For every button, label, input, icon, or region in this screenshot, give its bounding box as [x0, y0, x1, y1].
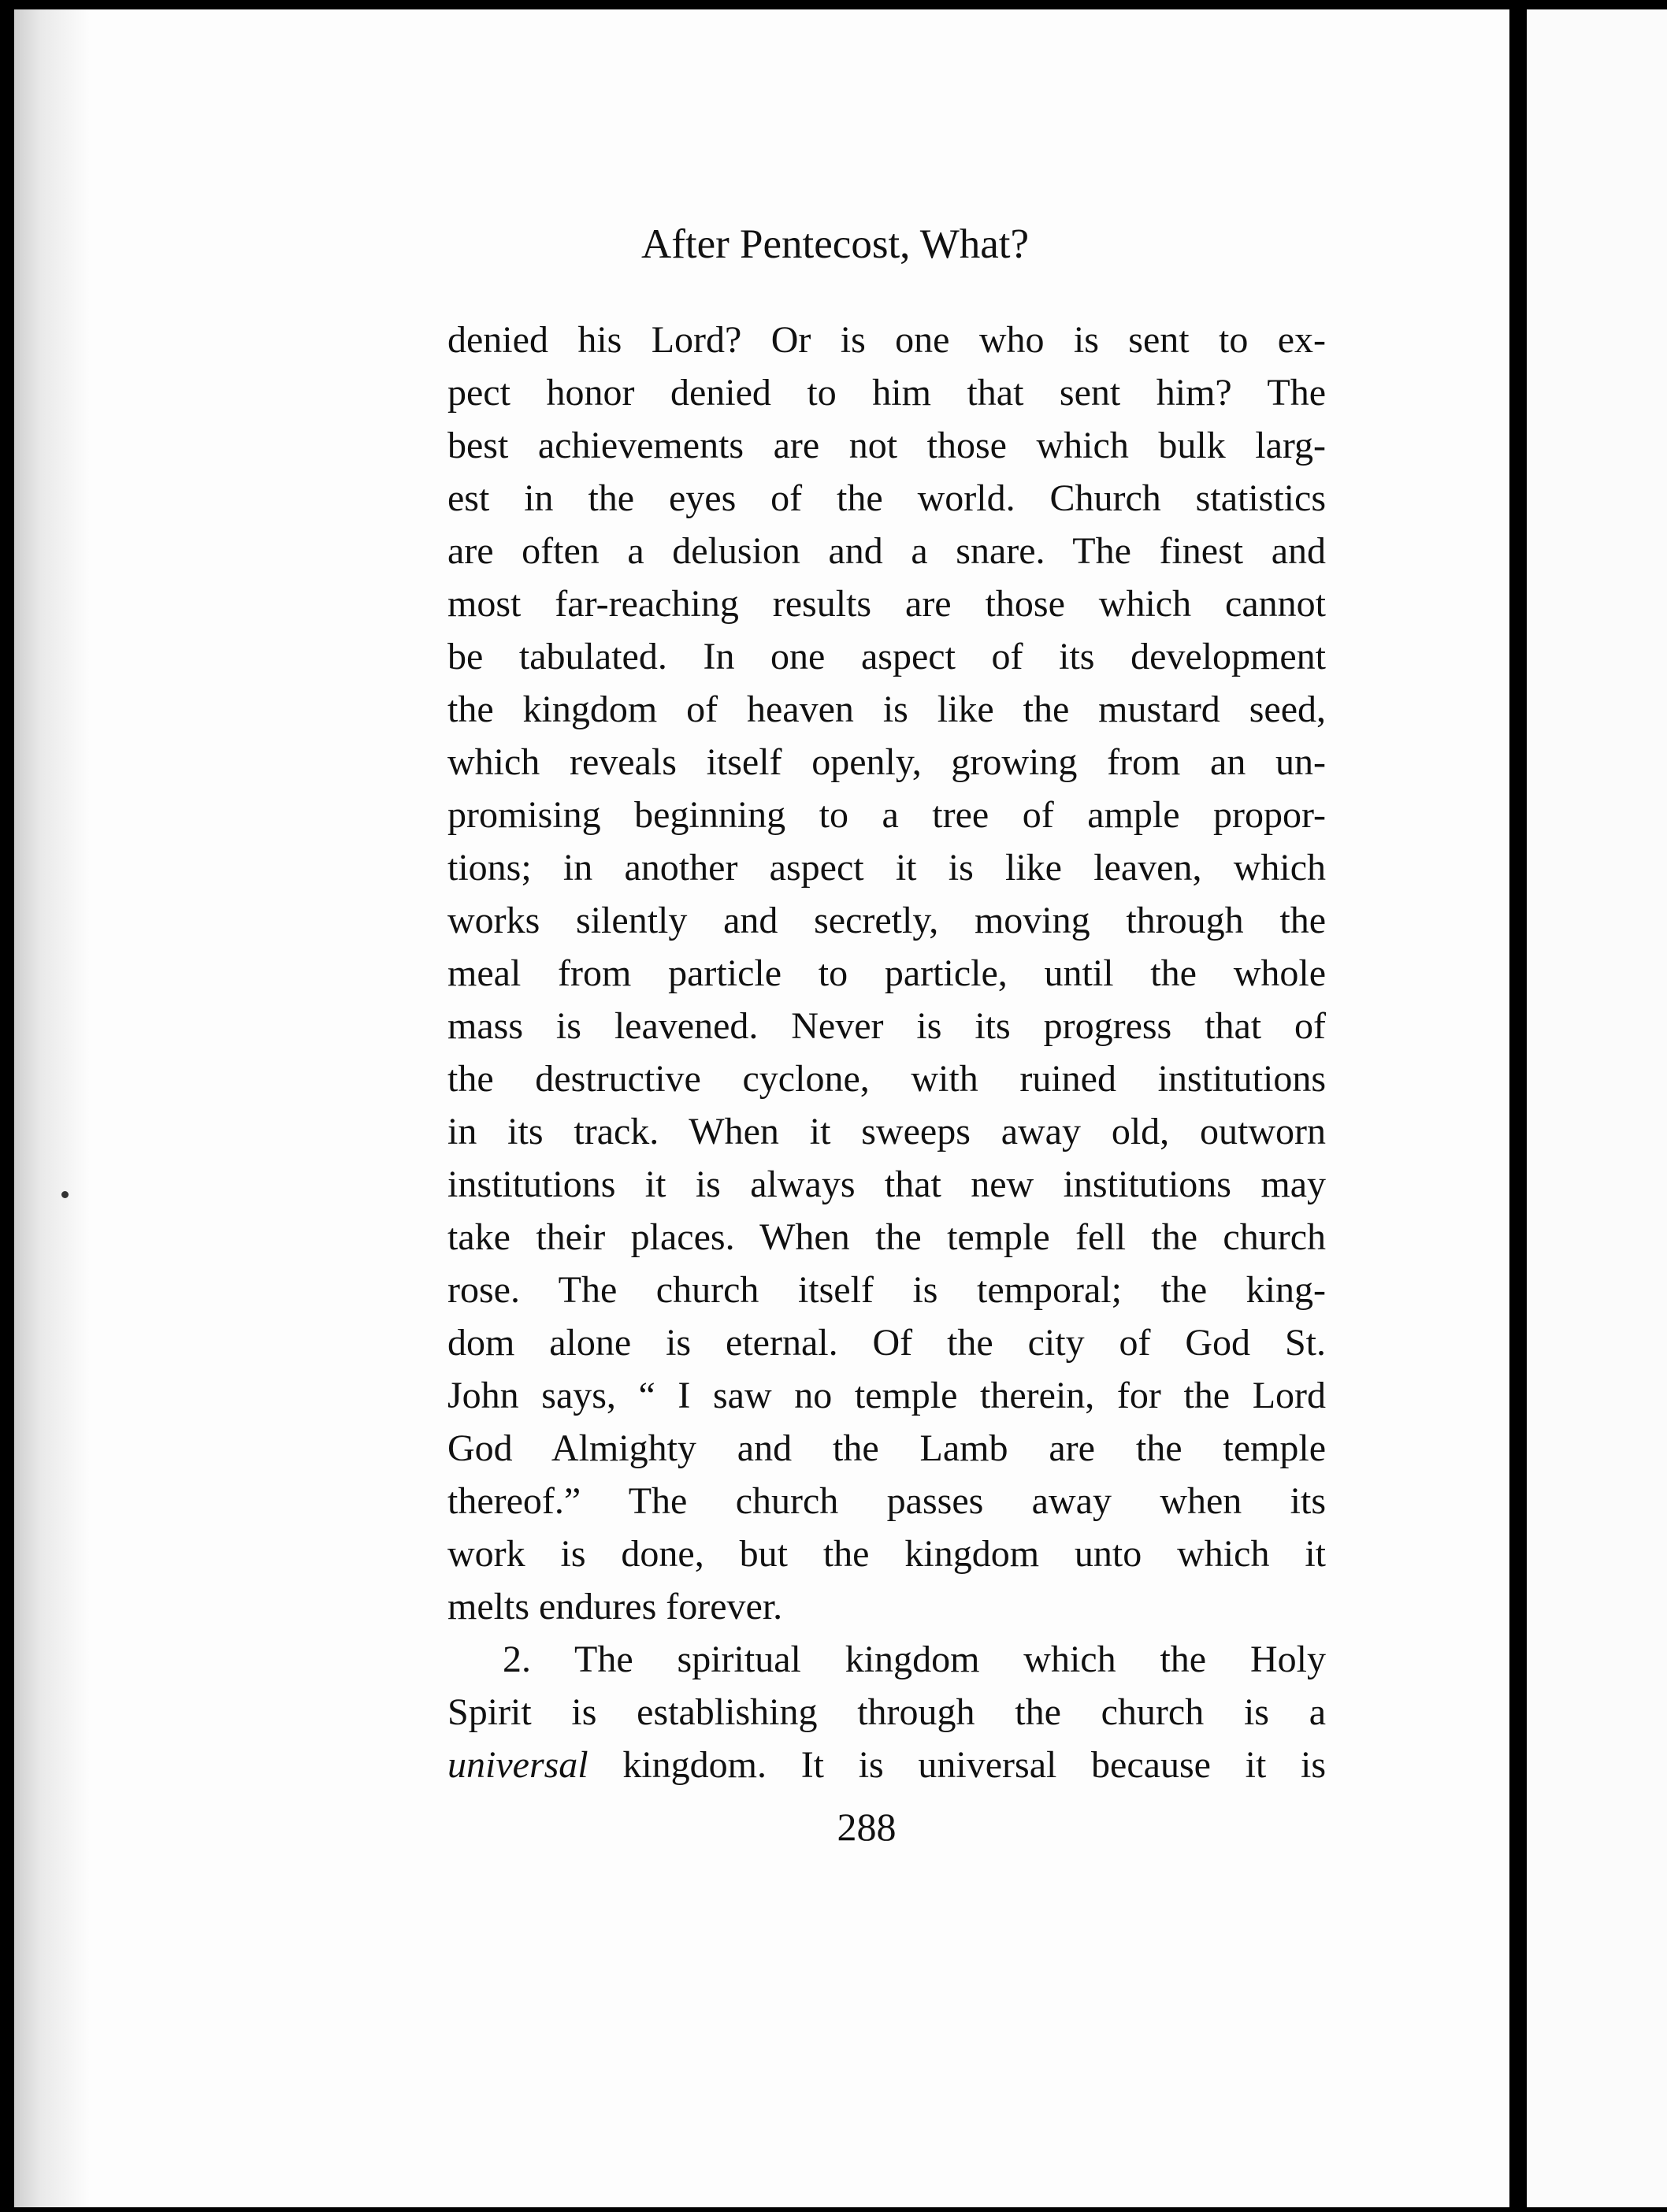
page-gutter-shadow	[14, 9, 90, 2207]
scan-speck	[61, 1191, 69, 1198]
text-line: institutions it is always that new institutions may	[447, 1164, 1326, 1205]
text-line: rose. The church itself is temporal; the king-	[447, 1269, 1326, 1311]
text-line: meal from particle to particle, until the whole	[447, 952, 1326, 994]
text-line: the destructive cyclone, with ruined institutions	[447, 1058, 1326, 1100]
text-line: John says, “ I saw no temple therein, for the Lord	[447, 1375, 1326, 1416]
paragraph-2-line-2: Spirit is establishing through the church is a	[447, 1691, 1326, 1733]
adjacent-page-edge	[1527, 9, 1667, 2207]
text-line: est in the eyes of the world. Church statistics	[447, 477, 1326, 519]
scan-left-border	[0, 0, 14, 2212]
text-line: God Almighty and the Lamb are the temple	[447, 1427, 1326, 1469]
text-line: dom alone is eternal. Of the city of God St.	[447, 1322, 1326, 1364]
paragraph-2-line-3	[447, 1739, 1326, 1791]
paragraph-2-line-1: 2. The spiritual kingdom which the Holy	[503, 1639, 1326, 1680]
text-line: melts endures forever.	[447, 1586, 783, 1627]
text-line: are often a delusion and a snare. The finest and	[447, 530, 1326, 572]
text-line: be tabulated. In one aspect of its development	[447, 636, 1326, 677]
text-line: mass is leavened. Never is its progress that of	[447, 1005, 1326, 1047]
text-line: denied his Lord? Or is one who is sent to ex-	[447, 319, 1326, 361]
text-line: tions; in another aspect it is like leaven, which	[447, 847, 1326, 889]
text-line: which reveals itself openly, growing from an un-	[447, 741, 1326, 783]
page-number: 288	[837, 1805, 897, 1849]
text-line: the kingdom of heaven is like the mustard seed,	[447, 688, 1326, 730]
text-line: promising beginning to a tree of ample propor-	[447, 794, 1326, 836]
text-line: take their places. When the temple fell the church	[447, 1216, 1326, 1258]
text-line: work is done, but the kingdom unto which it	[447, 1533, 1326, 1575]
text-line: pect honor denied to him that sent him? The	[447, 372, 1326, 414]
body-text	[447, 314, 1326, 1791]
text-line: best achievements are not those which bulk larg-	[447, 425, 1326, 466]
line-remainder: kingdom. It is universal because it is	[588, 1744, 1326, 1786]
running-head: After Pentecost, What?	[640, 221, 1030, 267]
text-line: most far-reaching results are those which cannot	[447, 583, 1326, 625]
text-line: thereof.” The church passes away when its	[447, 1480, 1326, 1522]
italic-emphasis: universal	[447, 1744, 588, 1786]
text-line: works silently and secretly, moving through the	[447, 900, 1326, 941]
text-line: in its track. When it sweeps away old, outworn	[447, 1111, 1326, 1152]
